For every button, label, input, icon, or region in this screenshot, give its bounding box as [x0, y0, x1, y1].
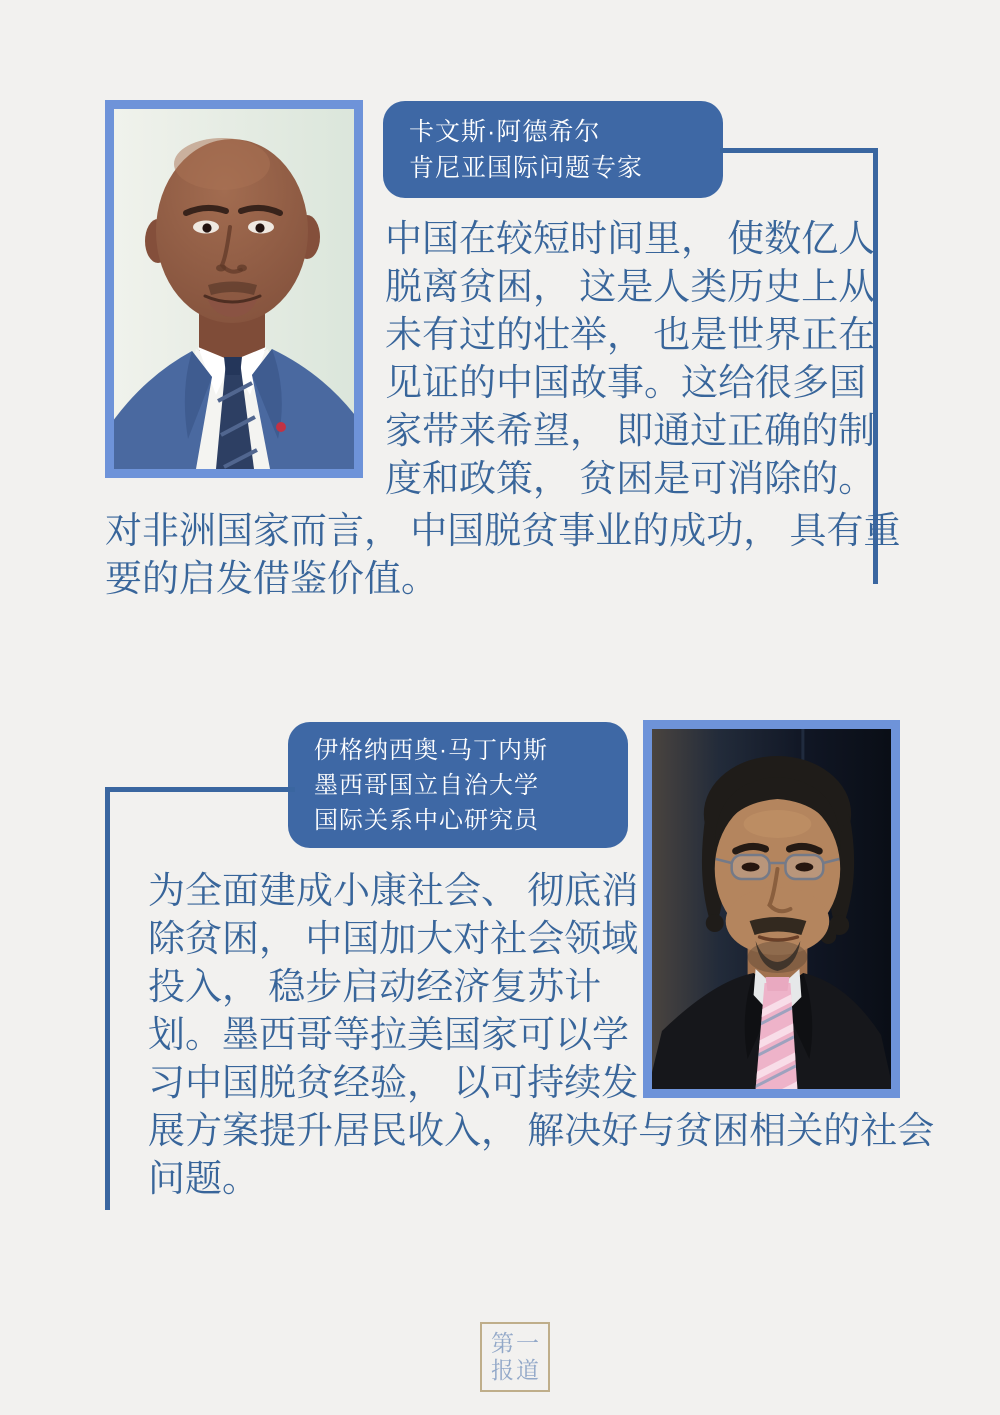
quote-line: 习中国脱贫经验， 以可持续发	[148, 1063, 639, 1104]
quote-line: 划。墨西哥等拉美国家可以学	[148, 1015, 629, 1056]
quote-line: 未有过的壮举， 也是世界正在	[385, 315, 876, 356]
quote-line: 见证的中国故事。这给很多国	[385, 363, 866, 404]
expert2-connector-horizontal	[105, 787, 295, 792]
quote-line: 中国在较短时间里， 使数亿人	[385, 219, 876, 260]
expert1-connector-horizontal	[720, 148, 878, 153]
expert2-quote-beside-photo	[148, 868, 638, 1108]
quote-line: 度和政策， 贫困是可消除的。	[385, 459, 876, 500]
expert1-portrait-illustration	[114, 109, 354, 469]
expert2-photo	[643, 720, 900, 1098]
expert2-quote-full-width	[148, 1108, 934, 1204]
quote-line: 要的启发借鉴价值。	[105, 559, 438, 600]
expert2-tag-line: 伊格纳西奥·马丁内斯	[314, 737, 548, 764]
quote-line: 家带来希望， 即通过正确的制	[385, 411, 876, 452]
expert1-name-tag	[383, 101, 723, 198]
quote-line: 脱离贫困， 这是人类历史上从	[385, 267, 876, 308]
expert2-tag-line: 国际关系中心研究员	[314, 807, 539, 834]
logo-character: 报	[491, 1358, 514, 1383]
expert2-name-tag	[288, 722, 628, 848]
quote-line: 为全面建成小康社会、 彻底消	[148, 871, 639, 912]
expert1-tag-line: 卡文斯·阿德希尔	[409, 118, 601, 146]
quote-line: 展方案提升居民收入， 解决好与贫困相关的社会	[148, 1111, 935, 1152]
expert1-quote-full-width	[105, 508, 901, 604]
logo-character: 一	[516, 1331, 539, 1356]
footer-brand-logo	[480, 1322, 550, 1392]
quote-line: 除贫困， 中国加大对社会领域	[148, 919, 639, 960]
expert1-tag-line: 肯尼亚国际问题专家	[409, 154, 644, 182]
expert2-tag-line: 墨西哥国立自治大学	[314, 772, 539, 799]
logo-character: 第	[491, 1331, 514, 1356]
expert1-quote-beside-photo	[385, 216, 875, 504]
expert1-photo	[105, 100, 363, 478]
expert2-connector-vertical	[105, 787, 110, 1210]
quote-line: 对非洲国家而言， 中国脱贫事业的成功， 具有重	[105, 511, 901, 552]
quote-line: 投入， 稳步启动经济复苏计	[148, 967, 602, 1008]
quote-line: 问题。	[148, 1159, 259, 1200]
expert2-portrait-illustration	[652, 729, 891, 1089]
logo-character: 道	[516, 1358, 539, 1383]
